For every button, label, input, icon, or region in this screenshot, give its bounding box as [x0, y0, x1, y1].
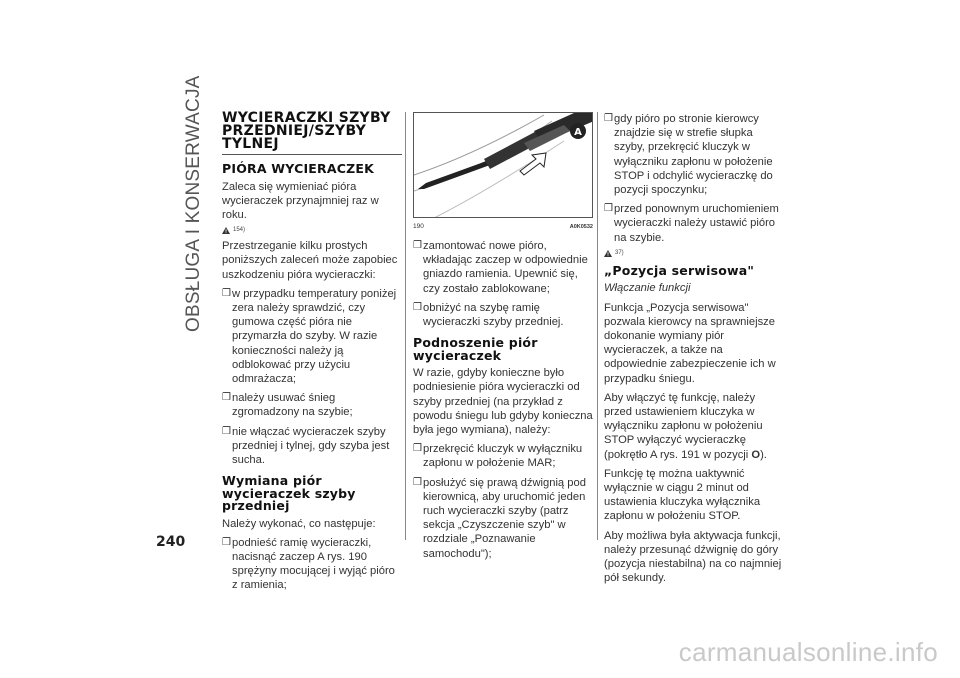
paragraph-service-description: Funkcja „Pozycja serwisowa" pozwala kierowcy na sprawniejsze dokonanie wymiany piór wycieraczek, a także na odpowiednie zabezpieczenie ich w przypadku śniegu.	[604, 301, 776, 385]
replace-steps-list	[222, 536, 402, 593]
list-item: ❒ podnieść ramię wycieraczki, nacisnąć zaczep A rys. 190 sprężyny mocującej i wyjąć pióro z ramienia;	[222, 536, 395, 592]
paragraph-rules-intro: Przestrzeganie kilku prostych poniższych zaleceń może zapobiec uszkodzeniu pióra wycieraczki:	[222, 240, 398, 281]
wiper-off-position-icon: O	[751, 448, 761, 461]
list-item: ❒ gdy pióro po stronie kierowcy znajdzie się w strefie słupka szyby, przekręcić kluczyk w wyłączniku zapłonu w położenie STOP i odchylić wycieraczkę do pozycji spoczynku;	[604, 113, 773, 197]
wiper-blade-illustration	[414, 113, 593, 218]
checkbox-bullet-icon: ❒	[222, 536, 231, 548]
paragraph-replace-yearly: Zaleca się wymieniać pióra wycieraczek przynajmniej raz w roku.	[222, 180, 379, 221]
checkbox-bullet-icon: ❒	[413, 301, 422, 313]
list-item: ❒ przekręcić kluczyk w wyłączniku zapłonu w położenie MAR;	[413, 443, 583, 470]
column-2	[413, 112, 593, 566]
list-item: ❒ nie włączać wycieraczek szyby przedniej i tylnej, gdy szyba jest sucha.	[222, 425, 390, 466]
list-item: ❒ przed ponownym uruchomieniem wycieraczki należy ustawić pióro na szybie.	[604, 203, 779, 244]
paragraph-lifting-intro: W razie, gdyby konieczne było podniesienie pióra wycieraczki od szyby przedniej (na przykład z powodu śniegu lub gdyby konieczna była jego wymiana), należy:	[413, 367, 593, 437]
checkbox-bullet-icon: ❒	[604, 203, 613, 215]
checkbox-bullet-icon: ❒	[222, 287, 231, 299]
warning-reference-number: 154)	[233, 227, 246, 234]
list-item: ❒ zamontować nowe pióro, wkładając zaczep w odpowiednie gniazdo ramienia. Upewnić się, czy zostało zablokowane;	[413, 240, 588, 295]
list-item: ❒ posłużyć się prawą dźwignią pod kierownicą, aby uruchomić jeden ruch wycieraczki szyby (patrz sekcja „Czyszczenie szyb" w rozdziale „Poznawanie samochodu");	[413, 476, 586, 560]
heading-service-position: „Pozycja serwisowa"	[604, 262, 755, 278]
mount-steps-list	[413, 239, 593, 329]
checkbox-bullet-icon: ❒	[413, 240, 422, 251]
heading-wiper-blades: PIÓRA WYCIERACZEK	[222, 161, 375, 176]
list-item: ❒ w przypadku temperatury poniżej zera należy sprawdzić, czy gumowa część pióra nie przymarzła do szyby. W razie konieczności należy ją odblokować przy użyciu odmrażacza;	[222, 287, 397, 385]
warning-reference	[604, 250, 786, 257]
figure-caption	[413, 222, 593, 232]
watermark: carmanualsonline.info	[678, 637, 938, 667]
figure-190-wiper-blade	[413, 112, 593, 218]
checkbox-bullet-icon: ❒	[222, 392, 231, 404]
column-divider	[405, 112, 406, 540]
warning-triangle-icon	[604, 250, 612, 257]
checkbox-bullet-icon: ❒	[222, 425, 231, 437]
checkbox-bullet-icon: ❒	[413, 443, 422, 455]
figure-code: A0K0532	[569, 224, 593, 230]
paragraph-proceed: Należy wykonać, co następuje:	[222, 517, 376, 530]
chapter-side-title	[180, 75, 210, 334]
warning-triangle-icon	[222, 227, 230, 234]
page-number: 240	[156, 534, 186, 550]
list-item: ❒ obniżyć na szybę ramię wycieraczki szyby przedniej.	[413, 301, 564, 329]
subheading-enable-function: Włączanie funkcji	[604, 282, 691, 295]
lifting-steps-list	[413, 442, 593, 561]
rest-steps-list	[604, 112, 786, 245]
rules-list	[222, 287, 402, 467]
warning-reference	[222, 227, 402, 234]
column-1	[222, 112, 402, 598]
heading-replace-front-blades: Wymiana piór wycieraczek szyby przedniej	[222, 473, 356, 514]
paragraph-service-time-limit: Funkcję tę można uaktywnić wyłącznie w ciągu 2 minut od ustawienia kluczyka wyłącznika zapłonu w położeniu STOP.	[604, 467, 761, 523]
figure-number: 190	[413, 223, 424, 230]
column-3	[604, 112, 786, 590]
checkbox-bullet-icon: ❒	[413, 476, 422, 488]
list-item: ❒ należy usuwać śnieg zgromadzony na szybie;	[222, 392, 353, 419]
warning-reference-number: 37)	[615, 249, 624, 256]
paragraph-service-lever: Aby możliwa była aktywacja funkcji, należy przesunąć dźwignię do góry (pozycja niestabilna) na co najmniej pół sekundy.	[604, 529, 782, 585]
section-title: WYCIERACZKI SZYBY PRZEDNIEJ/SZYBY TYLNEJ	[222, 112, 402, 155]
chapter-side-title-text: OBSŁUGA I KONSERWACJA	[183, 75, 204, 332]
column-divider	[597, 112, 598, 540]
callout-a-label: A	[574, 127, 582, 138]
heading-lifting-blades: Podnoszenie piór wycieraczek	[413, 335, 538, 363]
checkbox-bullet-icon: ❒	[604, 113, 613, 124]
paragraph-service-activation: Aby włączyć tę funkcję, należy przed ustawieniem kluczyka w wyłączniku zapłonu w położeniu STOP wyłączyć wycieraczkę (pokrętło A rys. 191 w pozycji O).	[604, 391, 767, 461]
